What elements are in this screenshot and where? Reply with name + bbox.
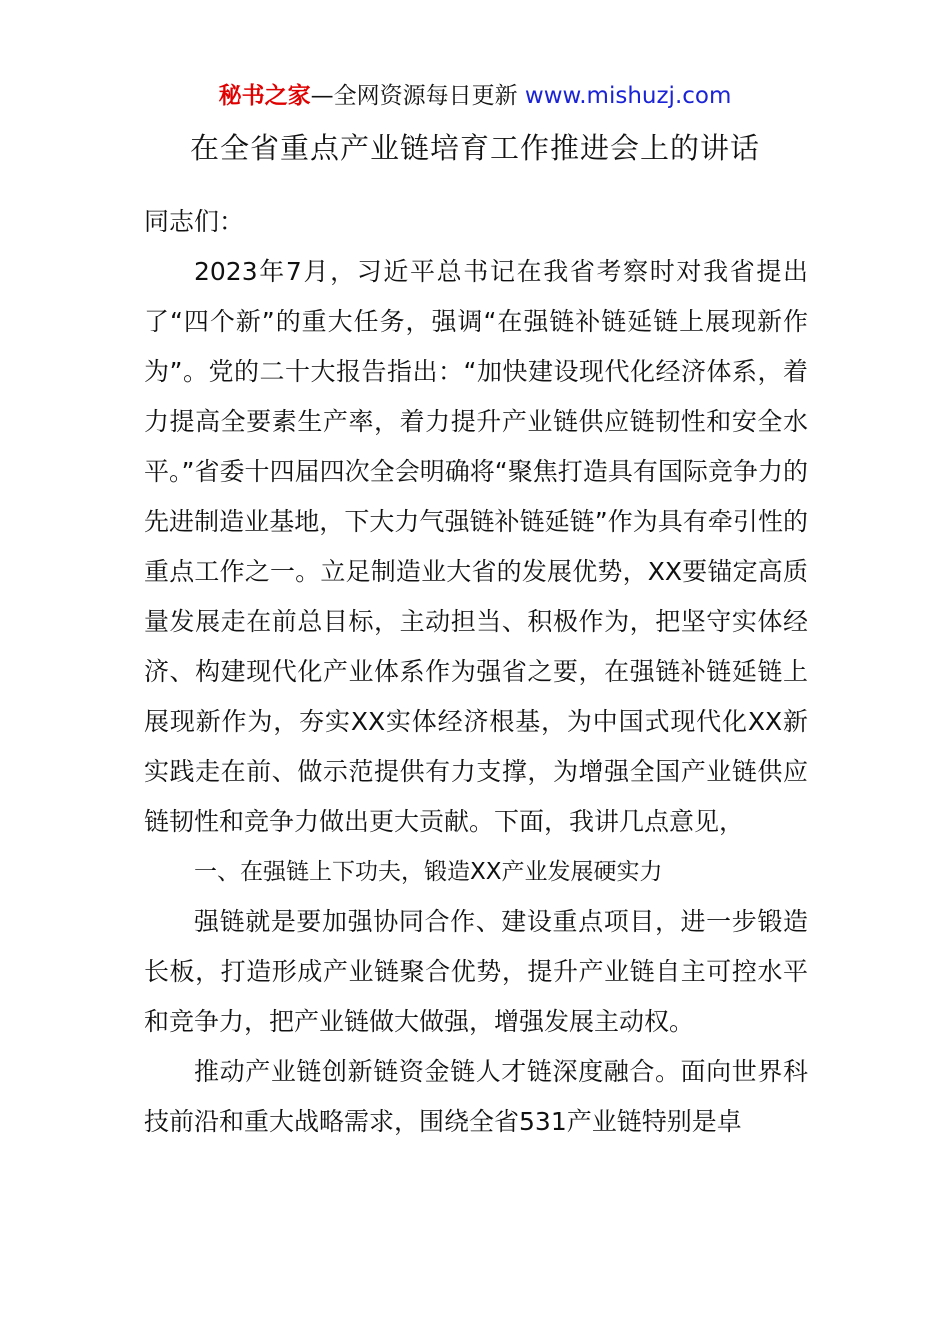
site-url-link[interactable]: www.mishuzj.com [524,83,732,109]
salutation: 同志们： [144,207,245,236]
site-banner [0,80,950,112]
paragraph-intro: 2023年7月，习近平总书记在我省考察时对我省提出了“四个新”的重大任务，强调“在强链补链延链上展现新作为”。党的二十大报告指出：“加快建设现代化经济体系，着力提高全要素生产率，着力提升产业链供应链韧性和安全水平。”省委十四届四次全会明确将“聚焦打造具有国际竞争力的先进制造业基地，下大力气强链补链延链”作为具有牵引性的重点工作之一。立足制造业大省的发展优势，XX要锚定高质量发展走在前总目标，主动担当、积极作为，把坚守实体经济、构建现代化产业体系作为强省之要，在强链补链延链上展现新作为，夯实XX实体经济根基，为中国式现代化XX新实践走在前、做示范提供有力支撑，为增强全国产业链供应链韧性和竞争力做出更大贡献。下面，我讲几点意见， [144,257,808,836]
section-heading-1: 一、在强链上下功夫，锻造XX产业发展硬实力 [194,859,663,885]
paragraph-strengthen-chain: 强链就是要加强协同合作、建设重点项目，进一步锻造长板，打造形成产业链聚合优势，提升产业链自主可控水平和竞争力，把产业链做大做强，增强发展主动权。 [144,907,808,1036]
banner-tagline: —全网资源每日更新 [310,83,518,109]
paragraph-integration: 推动产业链创新链资金链人才链深度融合。面向世界科技前沿和重大战略需求，围绕全省531产业链特别是卓 [144,1057,808,1136]
document-body [144,197,808,1147]
brand-name: 秘书之家 [218,83,311,109]
document-title: 在全省重点产业链培育工作推进会上的讲话 [189,131,760,165]
